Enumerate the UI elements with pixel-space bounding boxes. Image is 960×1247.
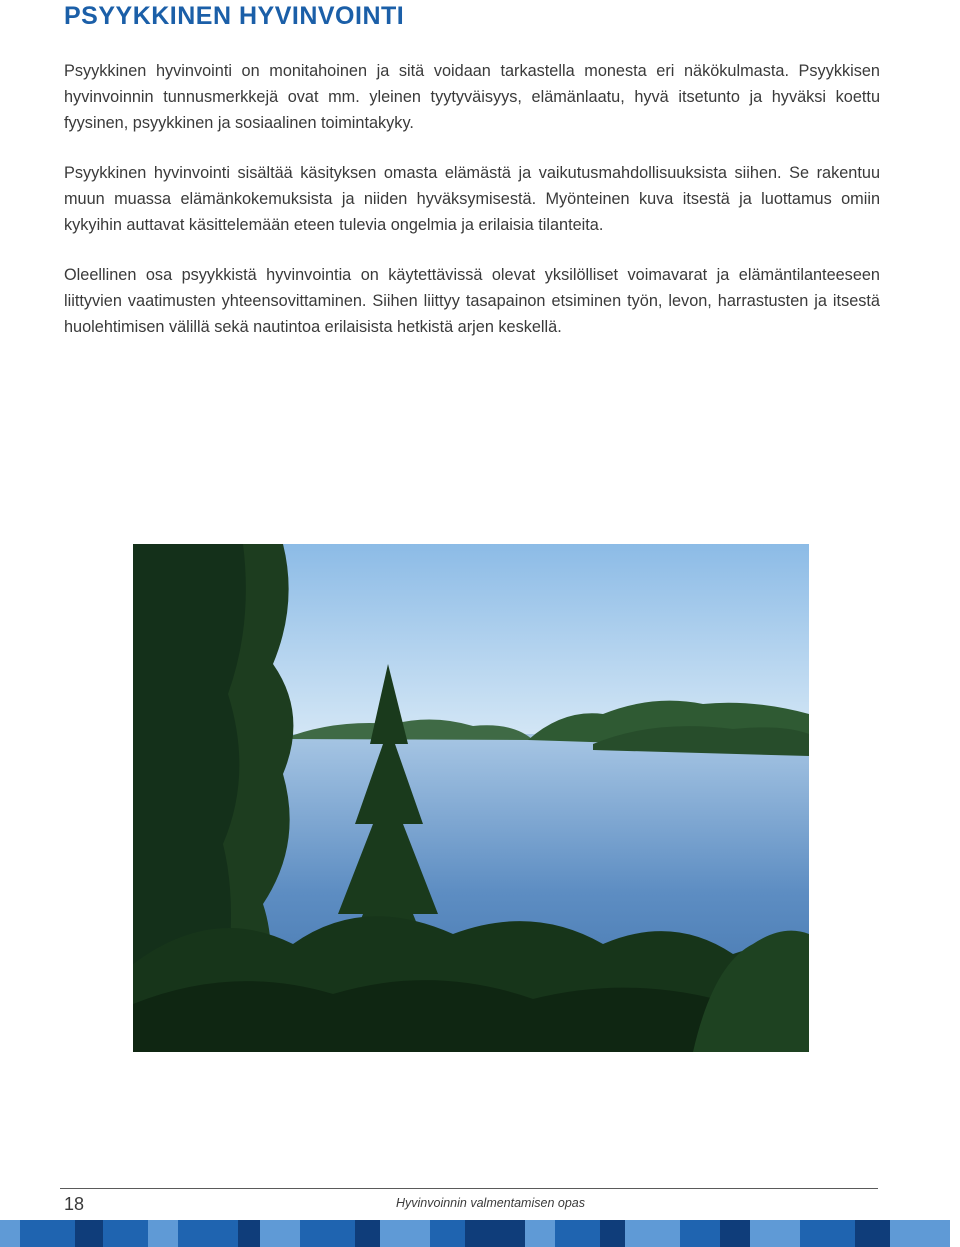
stripe-segment: [355, 1220, 380, 1247]
stripe-segment: [555, 1220, 600, 1247]
stripe-segment: [148, 1220, 178, 1247]
paragraph-1: Psyykkinen hyvinvointi on monitahoinen ja sitä voidaan tarkastella monesta eri näkökulmasta. Psyykkisen hyvinvoinnin tunnusmerkkejä ovat mm. yleinen tyytyväisyys, elämänlaatu, hyvä itsetunto ja hyväksi koettu fyysinen, psyykkinen ja sosiaalinen toimintakyky.: [64, 62, 880, 132]
lake-photo-illustration: [133, 544, 809, 1052]
stripe-segment: [103, 1220, 148, 1247]
stripe-segment: [75, 1220, 103, 1247]
paragraph-3: Oleellinen osa psyykkistä hyvinvointia on käytettävissä olevat yksilölliset voimavarat ja elämäntilanteeseen liittyvien vaatimusten yhteensovittaminen. Siihen liittyy tasapainon etsiminen työn, levon, harrastusten ja itsestä huolehtimisen välillä sekä nautintoa erilaisista hetkistä arjen keskellä.: [64, 266, 880, 336]
page-title: PSYYKKINEN HYVINVOINTI: [64, 2, 405, 30]
stripe-segment: [720, 1220, 750, 1247]
stripe-segment: [430, 1220, 465, 1247]
stripe-segment: [465, 1220, 525, 1247]
lake-landscape-photo: [133, 544, 809, 1052]
stripe-segment: [0, 1220, 20, 1247]
stripe-segment: [260, 1220, 300, 1247]
stripe-segment: [300, 1220, 355, 1247]
footer-publication-title: Hyvinvoinnin valmentamisen opas: [396, 1196, 585, 1210]
stripe-segment: [890, 1220, 950, 1247]
stripe-segment: [238, 1220, 260, 1247]
stripe-segment: [178, 1220, 238, 1247]
stripe-segment: [380, 1220, 430, 1247]
stripe-segment: [680, 1220, 720, 1247]
page-number: 18: [64, 1194, 85, 1214]
stripe-segment: [525, 1220, 555, 1247]
paragraph-2: Psyykkinen hyvinvointi sisältää käsityksen omasta elämästä ja vaikutusmahdollisuuksista siihen. Se rakentuu muun muassa elämänkokemuksista ja niiden hyväksymisestä. Myönteinen kuva itsestä ja luottamus omiin kykyihin auttavat käsittelemään eteen tulevia ongelmia ja erilaisia tilanteita.: [64, 164, 880, 234]
stripe-segment: [20, 1220, 75, 1247]
stripe-segment: [600, 1220, 625, 1247]
stripe-segment: [625, 1220, 680, 1247]
stripe-segment: [855, 1220, 890, 1247]
stripe-segment: [800, 1220, 855, 1247]
footer-color-stripe: [0, 1220, 960, 1247]
stripe-segment: [750, 1220, 800, 1247]
footer-divider: [60, 1188, 878, 1189]
body-text: [64, 58, 880, 364]
